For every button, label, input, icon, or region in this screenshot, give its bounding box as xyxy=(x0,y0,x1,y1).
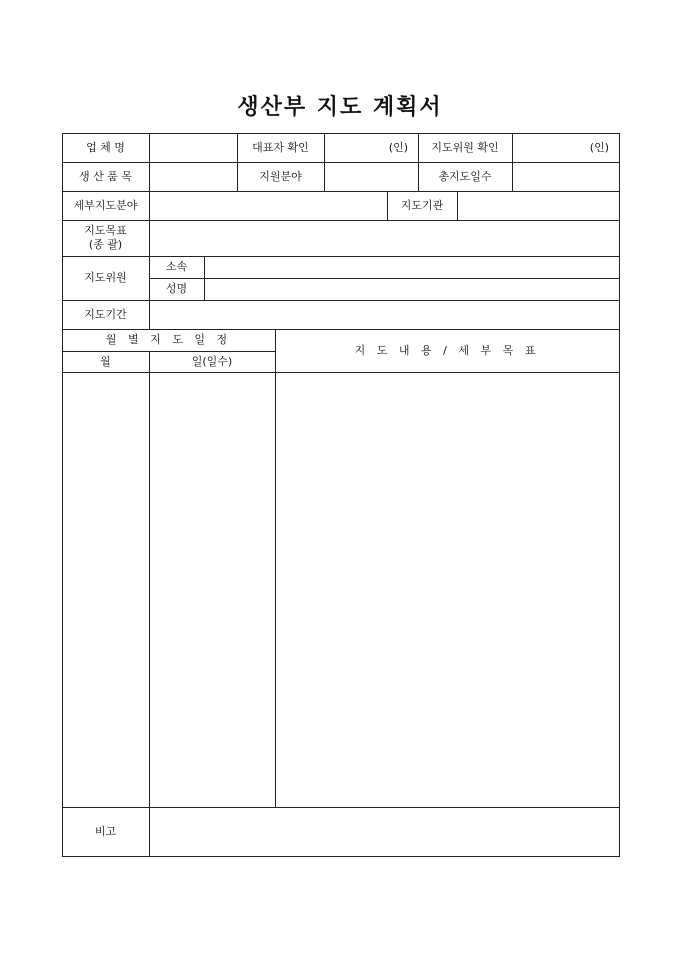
period-field[interactable] xyxy=(149,300,619,329)
representative-seal-field[interactable]: (인) xyxy=(388,140,408,154)
product-field[interactable] xyxy=(149,162,237,191)
agency-label: 지도기관 xyxy=(400,198,444,212)
agency-field[interactable] xyxy=(457,191,619,220)
company-name-label: 업 체 명 xyxy=(86,140,125,154)
name-field[interactable] xyxy=(204,278,619,300)
document-title: 생산부 지도 계획서 xyxy=(237,95,443,120)
support-field-input[interactable] xyxy=(324,162,418,191)
goal-label: 지도목표 (종 괄) xyxy=(84,224,127,251)
day-column-header: 일(일수) xyxy=(191,354,233,368)
detail-field-input[interactable] xyxy=(149,191,387,220)
month-column-header: 월 xyxy=(100,354,111,368)
advisor-seal-field[interactable]: (인) xyxy=(589,140,609,154)
product-label: 생 산 품 목 xyxy=(79,169,132,183)
table-border-right xyxy=(619,133,620,857)
period-label: 지도기간 xyxy=(84,307,127,321)
remarks-label: 비고 xyxy=(94,824,117,838)
remarks-field[interactable] xyxy=(149,807,619,856)
advisor-label: 지도위원 xyxy=(84,271,127,284)
content-entry-area[interactable] xyxy=(275,372,619,807)
goal-field[interactable] xyxy=(149,220,619,256)
company-name-field[interactable] xyxy=(149,133,237,162)
representative-confirm-label: 대표자 확인 xyxy=(252,140,309,154)
affiliation-label: 소속 xyxy=(165,260,188,273)
total-days-field[interactable] xyxy=(512,162,619,191)
detail-field-label: 세부지도분야 xyxy=(73,198,138,212)
name-label: 성명 xyxy=(165,282,188,295)
affiliation-field[interactable] xyxy=(204,256,619,278)
table-border-bottom xyxy=(62,856,620,857)
content-goal-header: 지 도 내 용 / 세 부 목 표 xyxy=(354,343,540,357)
total-days-label: 총지도일수 xyxy=(438,169,492,183)
advisor-confirm-label: 지도위원 확인 xyxy=(431,140,499,154)
support-field-label: 지원분야 xyxy=(259,169,302,183)
month-entry-area[interactable] xyxy=(62,372,149,807)
day-entry-area[interactable] xyxy=(149,372,275,807)
monthly-schedule-header: 월 별 지 도 일 정 xyxy=(105,333,232,346)
